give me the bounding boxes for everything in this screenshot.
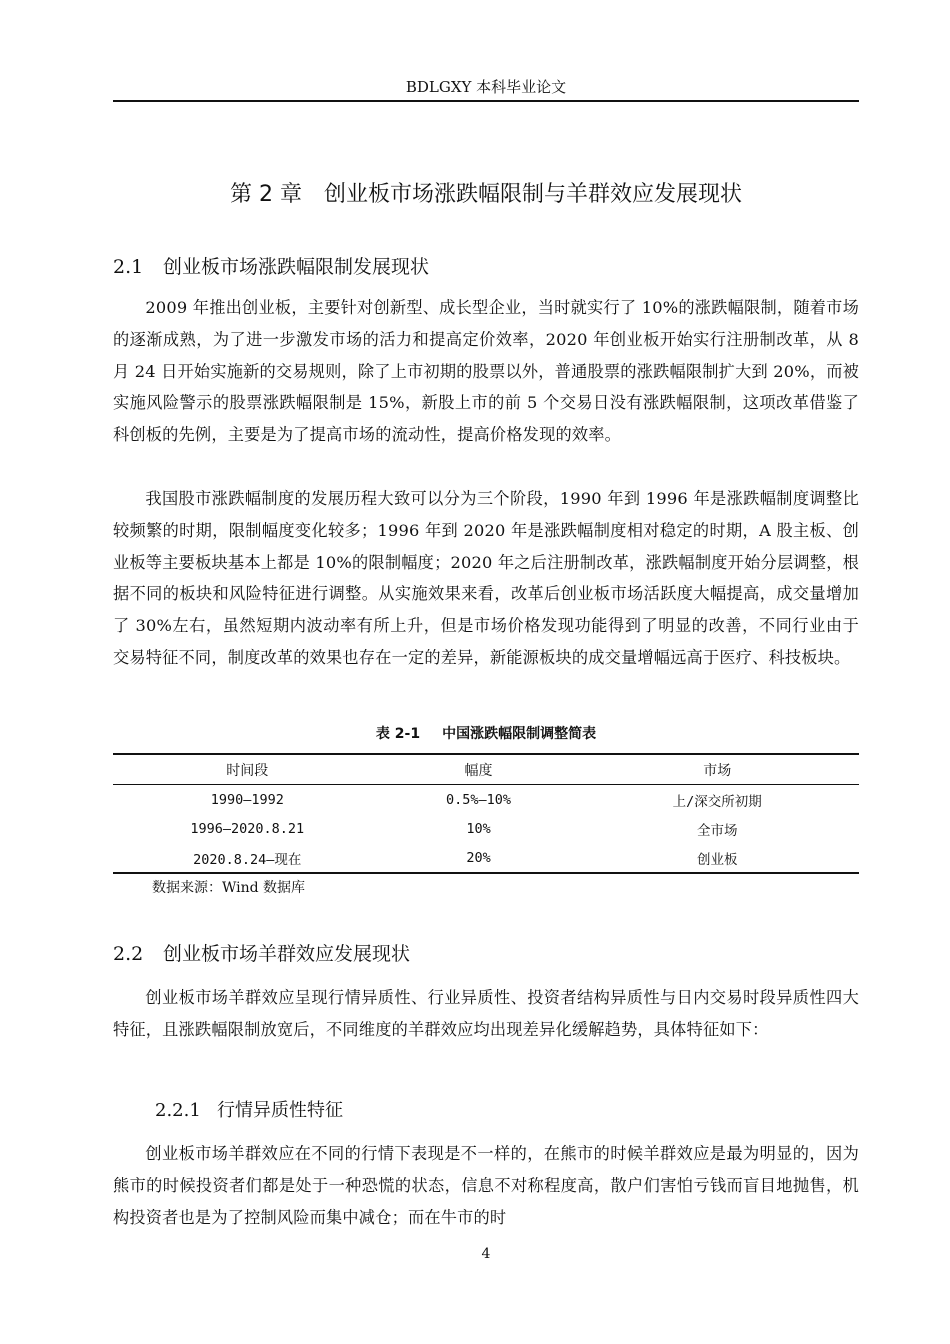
section-number: 2.2 — [113, 943, 144, 965]
chapter-heading — [113, 180, 859, 210]
table-caption — [113, 724, 859, 744]
subsection-title: 行情异质性特征 — [217, 1100, 343, 1121]
column-header: 时间段 — [226, 762, 269, 779]
table-header-row — [113, 754, 859, 785]
subsection-number: 2.2.1 — [155, 1100, 201, 1121]
table-row — [113, 843, 859, 873]
table-cell: 创业板 — [697, 851, 738, 868]
table-cell: 0.5%—10% — [446, 791, 512, 808]
section-heading-2-1 — [113, 254, 859, 280]
table-source-note: 数据来源：Wind 数据库 — [152, 880, 306, 896]
chapter-title: 创业板市场涨跌幅限制与羊群效应发展现状 — [323, 182, 742, 207]
table-cell: 全市场 — [697, 822, 738, 839]
section-title: 创业板市场羊群效应发展现状 — [163, 943, 411, 965]
section-number: 2.1 — [113, 256, 144, 278]
table-cell: 20% — [466, 849, 491, 866]
chapter-number: 第 2 章 — [230, 182, 302, 207]
paragraph-3: 创业板市场羊群效应呈现行情异质性、行业异质性、投资者结构异质性与日内交易时段异质性四大特征，且涨跌幅限制放宽后，不同维度的羊群效应均出现差异化缓解趋势，具体特征如下： — [113, 988, 859, 1039]
column-header: 市场 — [703, 762, 732, 779]
limit-adjustment-table — [113, 753, 859, 874]
running-header: BDLGXY 本科毕业论文 — [405, 78, 567, 96]
table-cell: 上/深交所初期 — [672, 793, 762, 810]
table-cell: 1990—1992 — [210, 791, 284, 808]
section-title: 创业板市场涨跌幅限制发展现状 — [163, 256, 430, 278]
section-heading-2-2 — [113, 941, 859, 967]
header-rule — [113, 100, 859, 102]
paragraph-2: 我国股市涨跌幅制度的发展历程大致可以分为三个阶段，1990 年到 1996 年是涨跌幅制度调整比较频繁的时期，限制幅度变化较多；1996 年到 2020 年是涨跌幅制度相对稳定的时期，A 股主板、创业板等主要板块基本上都是 10%的限制幅度；2020 年之后注册制改革，涨跌幅制度开始分层调整，根据不同的板块和风险特征进行调整。从实施效果来看，改革后创业板市场活跃度大幅提高，成交量增加了 30%左右，虽然短期内波动率有所上升，但是市场价格发现功能得到了明显的改善，不同行业由于交易特征不同，制度改革的效果也存在一定的差异，新能源板块的成交量增幅远高于医疗、科技板块。 — [113, 489, 859, 667]
table-cell: 1996—2020.8.21 — [190, 820, 305, 837]
table-row — [113, 785, 859, 815]
table-cell: 10% — [466, 820, 491, 837]
table-caption-text: 中国涨跌幅限制调整简表 — [442, 726, 597, 742]
table-cell: 2020.8.24—现在 — [193, 851, 302, 868]
table-label: 表 2-1 — [375, 726, 421, 742]
table-row — [113, 814, 859, 843]
paragraph-1: 2009 年推出创业板，主要针对创新型、成长型企业，当时就实行了 10%的涨跌幅限制，随着市场的逐渐成熟，为了进一步激发市场的活力和提高定价效率，2020 年创业板开始实行注册制改革，从 8 月 24 日开始实施新的交易规则，除了上市初期的股票以外，普通股票的涨跌幅限制扩大到 20%，而被实施风险警示的股票涨跌幅限制是 15%，新股上市的前 5 个交易日没有涨跌幅限制，这项改革借鉴了科创板的先例，主要是为了提高市场的流动性，提高价格发现的效率。 — [113, 298, 859, 445]
subsection-heading-2-2-1 — [155, 1099, 855, 1123]
column-header: 幅度 — [464, 762, 493, 779]
page-number: 4 — [481, 1246, 491, 1262]
paragraph-4: 创业板市场羊群效应在不同的行情下表现是不一样的，在熊市的时候羊群效应是最为明显的，因为熊市的时候投资者们都是处于一种恐慌的状态，信息不对称程度高，散户们害怕亏钱而盲目地抛售，机构投资者也是为了控制风险而集中减仓；而在牛市的时 — [113, 1144, 859, 1227]
